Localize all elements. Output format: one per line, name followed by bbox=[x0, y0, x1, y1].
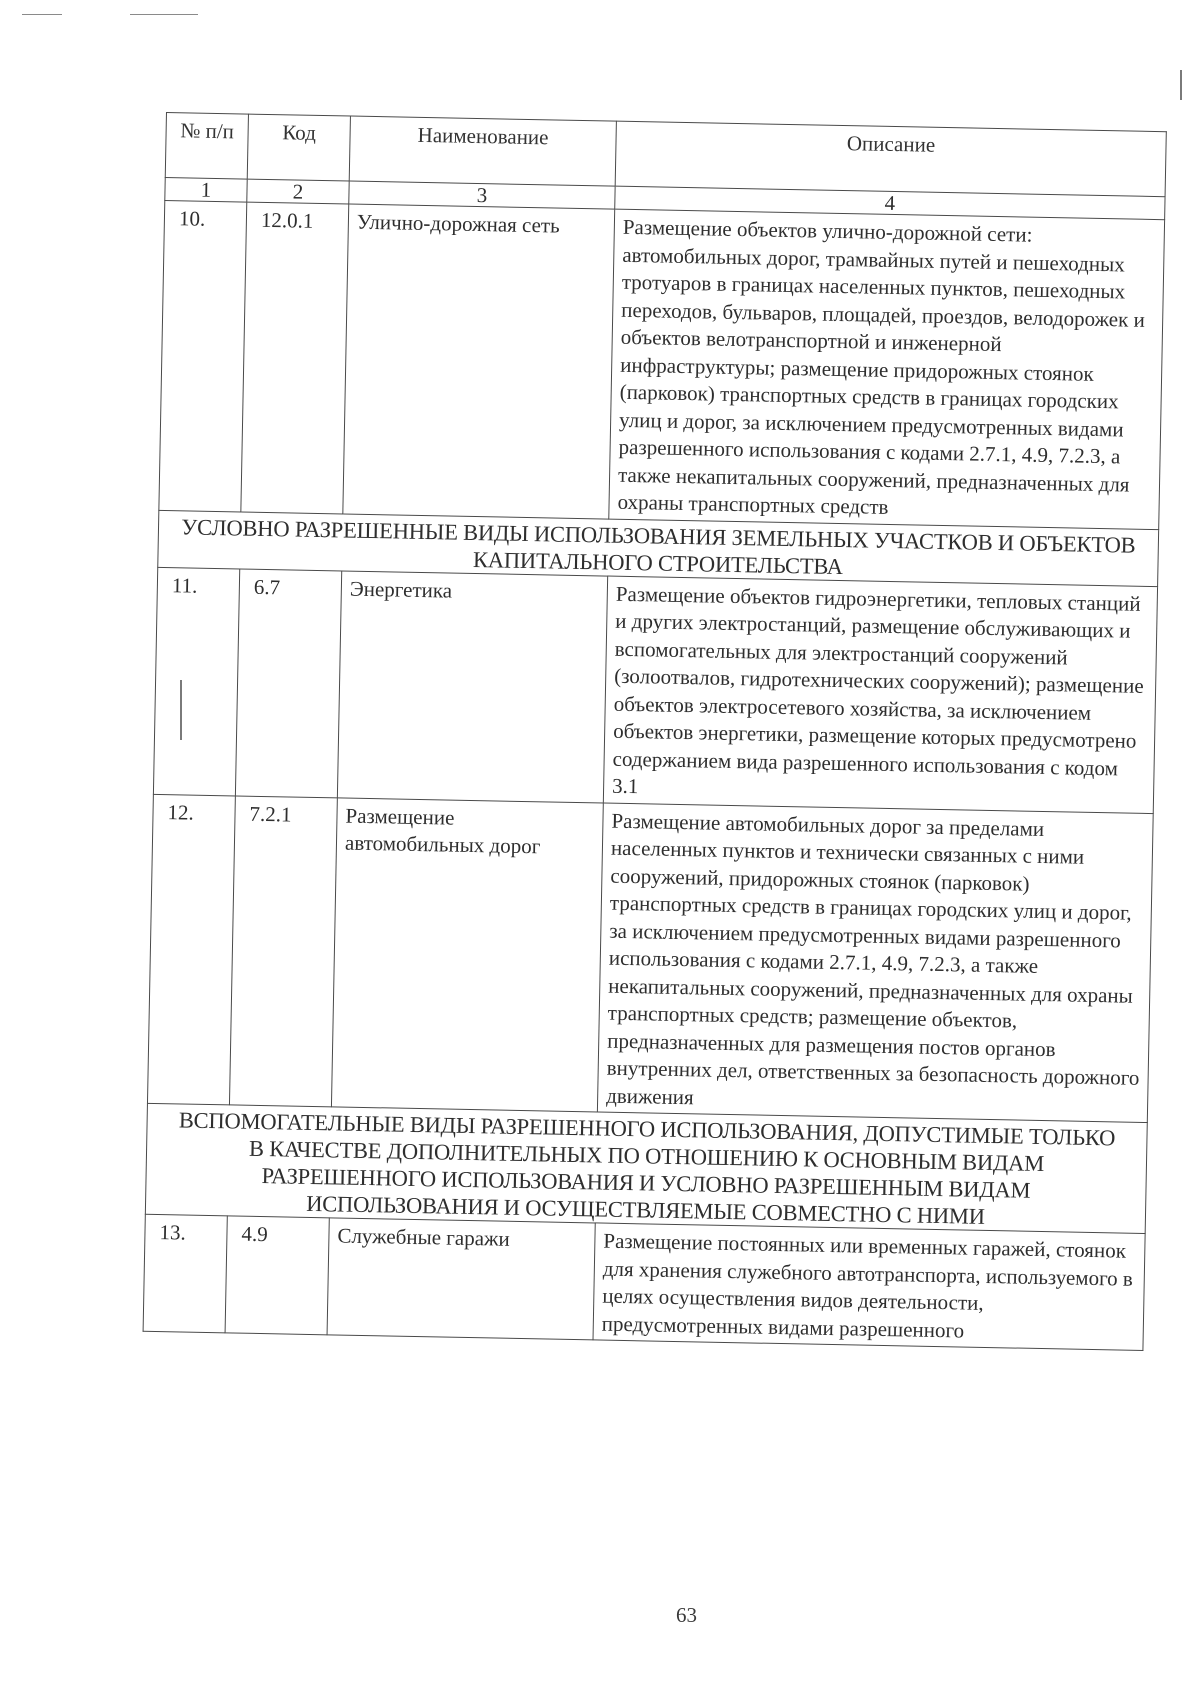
column-number: 2 bbox=[247, 179, 349, 204]
header-code: Код bbox=[247, 114, 350, 181]
row-code: 4.9 bbox=[225, 1216, 329, 1335]
table-row bbox=[159, 200, 1165, 529]
section-heading-conditional: УСЛОВНО РАЗРЕШЕННЫЕ ВИДЫ ИСПОЛЬЗОВАНИЯ ЗЕМЕЛЬНЫХ УЧАСТКОВ И ОБЪЕКТОВ КАПИТАЛЬНОГО СТРОИТЕЛЬСТВА bbox=[158, 510, 1159, 586]
row-name: Служебные гаражи bbox=[327, 1218, 595, 1340]
margin-mark bbox=[1180, 70, 1182, 100]
page-number: 63 bbox=[676, 1603, 697, 1627]
section-heading-row bbox=[145, 1103, 1147, 1233]
row-code: 12.0.1 bbox=[241, 202, 349, 513]
header-name: Наименование bbox=[349, 116, 616, 186]
scan-artifact bbox=[130, 14, 198, 15]
row-description: Размещение объектов гидроэнергетики, тепловых станций и других электростанций, размещение обслуживающих и вспомогательных для электростанций сооружений (золоотвалов, гидротехнических сооружений); размещение объектов электросетевого хозяйства, за исключением объектов энергетики, размещение которых предусмотрено содержанием вида разрешенного использования с кодом 3.1 bbox=[603, 576, 1157, 814]
column-number: 3 bbox=[349, 181, 615, 209]
row-number: 12. bbox=[147, 794, 235, 1105]
header-description: Описание bbox=[615, 121, 1166, 197]
table-row bbox=[147, 794, 1153, 1123]
scan-artifact bbox=[22, 14, 62, 15]
row-description: Размещение постоянных или временных гаражей, стоянок для хранения служебного автотранспорта, используемого в целях осуществления видов деятельности, предусмотренных видами разрешенного bbox=[593, 1223, 1145, 1351]
row-description: Размещение автомобильных дорог за пределами населенных пунктов и технически связанных с ними сооружений, придорожных стоянок (парковок) транспортных средств в границах городских улиц и дорог, за исключением предусмотренных видами разрешенного использования с кодами 2.7.1, 4.9, 7.2.3, а также некапитальных сооружений, предназначенных для охраны транспортных средств; размещение объектов, предназначенных для размещения постов органов внутренних дел, ответственных за безопасность дорожного движения bbox=[597, 803, 1153, 1123]
row-number: 10. bbox=[159, 200, 247, 511]
row-description: Размещение объектов улично-дорожной сети: автомобильных дорог, трамвайных путей и пешеходных тротуаров в границах населенных пунктов, пешеходных переходов, бульваров, площадей, проездов, велодорожек и объектов велотранспортной и инженерной инфраструктуры; размещение придорожных стоянок (парковок) транспортных средств в границах городских улиц и дорог, за исключением предусмотренных видами разрешенного использования с кодами 2.7.1, 4.9, 7.2.3, а также некапитальных сооружений, предназначенных для охраны транспортных средств bbox=[609, 209, 1165, 529]
row-name: Улично-дорожная сеть bbox=[343, 204, 615, 519]
section-heading-auxiliary: ВСПОМОГАТЕЛЬНЫЕ ВИДЫ РАЗРЕШЕННОГО ИСПОЛЬЗОВАНИЯ, ДОПУСТИМЫЕ ТОЛЬКО В КАЧЕСТВЕ ДОПОЛНИТЕЛЬНЫХ ПО ОТНОШЕНИЮ К ОСНОВНЫМ ВИДАМ РАЗРЕШЕННОГО ИСПОЛЬЗОВАНИЯ И УСЛОВНО РАЗРЕШЕННЫМ ВИДАМ ИСПОЛЬЗОВАНИЯ И ОСУЩЕСТВЛЯЕМЫЕ СОВМЕСТНО С НИМИ bbox=[145, 1103, 1147, 1233]
row-number: 13. bbox=[143, 1214, 227, 1333]
row-number: 11. bbox=[153, 567, 239, 796]
row-name: Энергетика bbox=[337, 570, 607, 802]
row-code: 6.7 bbox=[235, 568, 341, 797]
column-number: 1 bbox=[165, 177, 247, 202]
column-number: 4 bbox=[615, 186, 1165, 220]
table-row bbox=[143, 1214, 1145, 1350]
header-num: № п/п bbox=[165, 113, 248, 180]
land-use-table bbox=[143, 112, 1167, 1351]
table-row bbox=[153, 567, 1157, 813]
row-code: 7.2.1 bbox=[229, 795, 337, 1106]
row-name: Размещение автомобильных дорог bbox=[331, 797, 603, 1112]
